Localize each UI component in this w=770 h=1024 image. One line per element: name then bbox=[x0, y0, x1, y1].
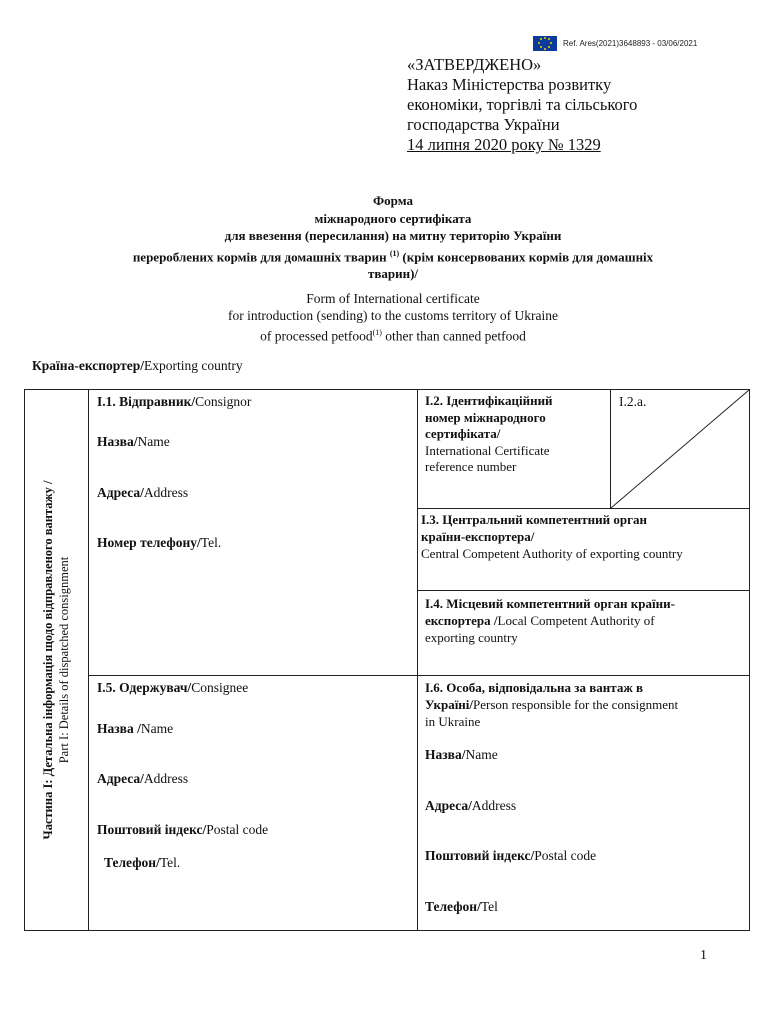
approved-line: «ЗАТВЕРДЖЕНО» bbox=[407, 55, 542, 74]
title-ua-line: тварин)/ bbox=[367, 266, 419, 282]
box-i5-postal[interactable] bbox=[97, 821, 268, 838]
table-border-bottom bbox=[24, 930, 750, 931]
country-label-ua: Країна-експортер/ bbox=[32, 358, 144, 373]
part-one-label-ua: Частина I: Детальна інформація щодо відправленого вантажу / bbox=[41, 480, 55, 840]
title-en-line: Form of International certificate bbox=[306, 291, 480, 306]
i6-line bbox=[425, 696, 678, 713]
box-i2 bbox=[425, 393, 553, 476]
i5-address-en: Address bbox=[143, 771, 189, 786]
box-i5-name[interactable] bbox=[97, 720, 173, 737]
approved-date: 14 липня 2020 року № 1329 bbox=[407, 135, 601, 154]
i5-title-ua: I.5. Одержувач/ bbox=[97, 680, 192, 695]
box-i6-address[interactable] bbox=[425, 797, 516, 814]
i5-tel-ua: Телефон/ bbox=[104, 855, 160, 870]
approved-line: Наказ Міністерства розвитку bbox=[407, 75, 612, 94]
title-ua-text: (крім консервованих кормів для домашніх bbox=[402, 248, 654, 264]
box-i1-title bbox=[97, 393, 251, 410]
i1-name-ua: Назва/ bbox=[97, 434, 138, 449]
i6-tel-ua: Телефон/ bbox=[425, 899, 481, 914]
approved-line: господарства України bbox=[407, 115, 560, 134]
i4-normal: Local Competent Authority of bbox=[497, 613, 655, 628]
title-ua-line: для ввезення (пересилання) на митну територію України bbox=[224, 228, 562, 243]
box-i5-tel[interactable] bbox=[104, 854, 180, 871]
row-divider bbox=[88, 675, 750, 676]
i5-name-ua: Назва / bbox=[97, 721, 141, 736]
title-en-line bbox=[40, 324, 746, 345]
i6-line: I.6. Особа, відповідальна за вантаж в bbox=[425, 680, 644, 695]
box-i1-address[interactable] bbox=[97, 484, 188, 501]
i3-bottom-divider bbox=[417, 590, 750, 591]
i5-postal-en: Postal code bbox=[206, 822, 269, 837]
i1-tel-en: Tel. bbox=[200, 535, 222, 550]
i6-address-ua: Адреса/ bbox=[425, 798, 472, 813]
footnote-ref: (1) bbox=[372, 328, 382, 337]
i6-address-en: Address bbox=[471, 798, 517, 813]
reference-text: Ref. Ares(2021)3648893 - 03/06/2021 bbox=[563, 38, 698, 48]
title-ua-line: Форма bbox=[373, 193, 413, 208]
part-one-label-en: Part I: Details of dispatched consignment bbox=[57, 556, 71, 764]
box-i5-address[interactable] bbox=[97, 770, 188, 787]
approval-block bbox=[407, 55, 637, 155]
form-title-en bbox=[40, 290, 746, 345]
exporting-country-label bbox=[32, 358, 243, 374]
box-i4 bbox=[425, 595, 675, 646]
box-i3 bbox=[421, 511, 683, 562]
i4-line: I.4. Місцевий компетентний орган країни- bbox=[425, 596, 675, 611]
title-en-text: of processed petfood bbox=[260, 328, 373, 344]
i1-name-en: Name bbox=[137, 434, 170, 449]
side-column-divider bbox=[88, 389, 89, 931]
country-label-en: Exporting country bbox=[144, 358, 243, 373]
i6-name-ua: Назва/ bbox=[425, 747, 466, 762]
i2-line: International Certificate bbox=[425, 442, 550, 458]
middle-divider bbox=[417, 389, 418, 931]
box-i6-name[interactable] bbox=[425, 746, 498, 763]
i6-postal-en: Postal code bbox=[534, 848, 597, 863]
i5-title-en: Consignee bbox=[191, 680, 249, 695]
i3-line: Central Competent Authority of exporting country bbox=[421, 546, 683, 561]
i4-line bbox=[425, 612, 675, 629]
i2-line: номер міжнародного bbox=[425, 409, 546, 425]
i3-line: країни-експортера/ bbox=[421, 529, 535, 544]
box-i6 bbox=[425, 679, 678, 730]
i2-line: I.2. Ідентифікаційний bbox=[425, 393, 553, 408]
eu-flag-icon bbox=[533, 36, 557, 51]
box-i6-tel[interactable] bbox=[425, 898, 498, 915]
i1-title-en: Consignor bbox=[195, 394, 252, 409]
footnote-ref: (1) bbox=[389, 248, 400, 258]
i5-tel-en: Tel. bbox=[159, 855, 181, 870]
reference-stamp bbox=[533, 35, 697, 51]
box-i2a: I.2.a. bbox=[619, 394, 647, 409]
box-i5-title bbox=[97, 679, 248, 696]
i1-title-ua: I.1. Відправник/ bbox=[97, 394, 196, 409]
i1-address-en: Address bbox=[143, 485, 189, 500]
box-i1-name[interactable] bbox=[97, 433, 170, 450]
i6-postal-ua: Поштовий індекс/ bbox=[425, 848, 535, 863]
i5-address-ua: Адреса/ bbox=[97, 771, 144, 786]
i3-line: I.3. Центральний компетентний орган bbox=[421, 512, 648, 527]
part-one-side-column bbox=[24, 389, 88, 931]
box-i1-tel[interactable] bbox=[97, 534, 221, 551]
title-en-text: other than canned petfood bbox=[385, 328, 526, 344]
i5-postal-ua: Поштовий індекс/ bbox=[97, 822, 207, 837]
i6-bold: Україні/ bbox=[425, 697, 474, 712]
i2-line: reference number bbox=[425, 459, 517, 474]
i6-tel-en: Tel bbox=[480, 899, 498, 914]
approved-line: економіки, торгівлі та сільського bbox=[407, 95, 638, 114]
title-ua-text: перероблених кормів для домашніх тварин bbox=[132, 248, 387, 264]
part-one-label bbox=[40, 400, 72, 920]
i4-bold: експортера / bbox=[425, 613, 498, 628]
form-title-ua bbox=[40, 192, 746, 283]
box-i6-postal[interactable] bbox=[425, 847, 596, 864]
i1-address-ua: Адреса/ bbox=[97, 485, 144, 500]
i4-line: exporting country bbox=[425, 630, 518, 645]
i5-name-en: Name bbox=[140, 721, 174, 736]
title-en-line: for introduction (sending) to the customs territory of Ukraine bbox=[228, 308, 558, 323]
title-ua-line: міжнародного сертифіката bbox=[314, 210, 472, 226]
title-ua-line bbox=[40, 245, 746, 266]
i2-line: сертифіката/ bbox=[425, 426, 501, 441]
page-number: 1 bbox=[700, 948, 707, 963]
i6-normal: Person responsible for the consignment bbox=[473, 697, 679, 712]
i6-name-en: Name bbox=[465, 747, 498, 762]
i6-line: in Ukraine bbox=[425, 714, 481, 729]
i1-tel-ua: Номер телефону/ bbox=[97, 535, 201, 550]
